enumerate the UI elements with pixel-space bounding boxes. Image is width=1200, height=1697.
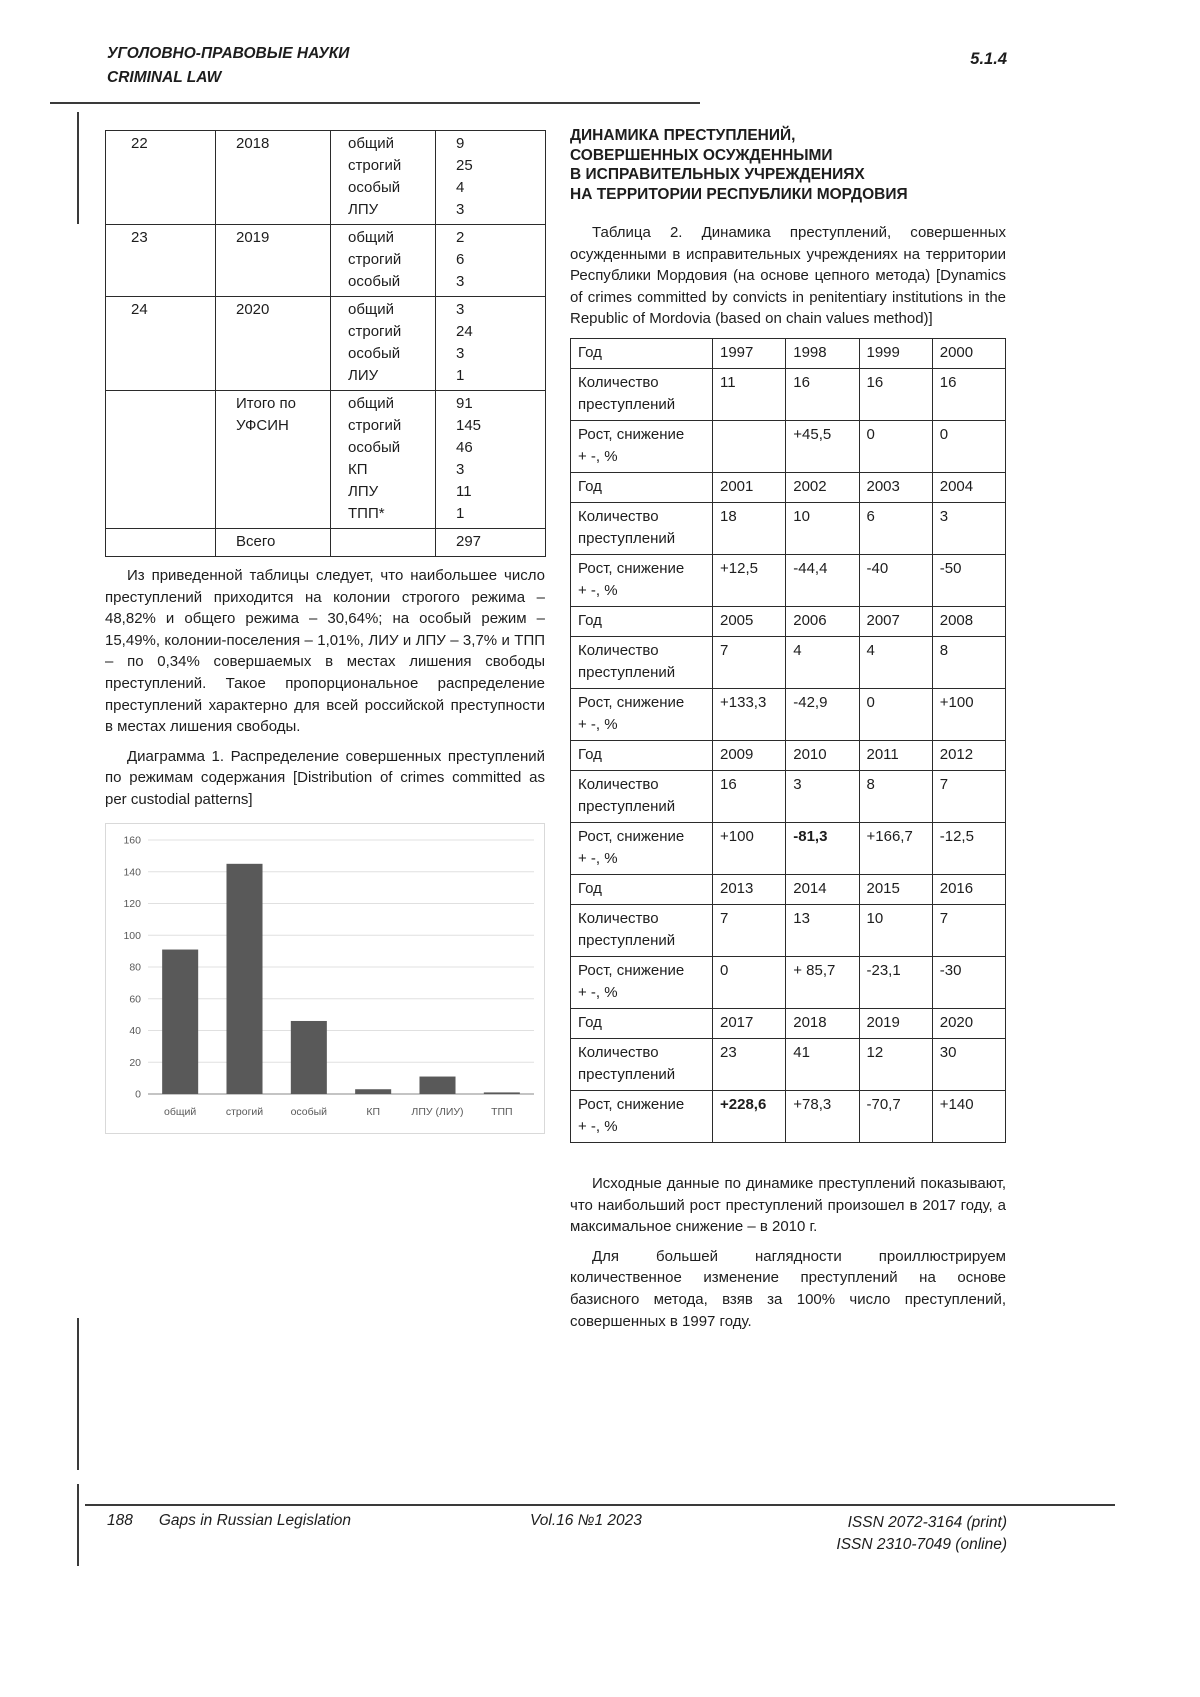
table2-cell: -12,5 [932,822,1005,874]
table2-cell: 2008 [932,606,1005,636]
table2-cell: 30 [932,1038,1005,1090]
table2-row-label: Количество преступлений [571,770,713,822]
table1-cell: 2020 [216,297,331,391]
closing-paragraph-1: Исходные данные по динамике преступлений показывают, что наибольший рост преступлений произошел в 2017 году, а максимальное снижение – в 2010 г. [570,1174,1006,1236]
bar-chart-svg [108,828,542,1126]
heading-line: НА ТЕРРИТОРИИ РЕСПУБЛИКИ МОРДОВИЯ [570,185,908,203]
table2-row-label: Рост, снижение + -, % [571,1090,713,1142]
table2-cell: +78,3 [786,1090,859,1142]
svg-text:20: 20 [129,1056,141,1069]
closing-paragraph-2: Для большей наглядности проиллюстрируем количественное изменение преступлений на основе базисного метода, взяв за 100% число преступлений, совершенных в 1997 году. [570,1247,1006,1330]
table2-cell: 7 [713,636,786,688]
table2-row-label: Количество преступлений [571,1038,713,1090]
table2-cell: 0 [713,956,786,1008]
table2-row [571,338,1006,368]
svg-text:ЛПУ (ЛИУ): ЛПУ (ЛИУ) [411,1105,464,1118]
table2-row-label: Год [571,472,713,502]
table2-row [571,554,1006,606]
table2-cell: 2004 [932,472,1005,502]
table2-cell: 4 [859,636,932,688]
classification-code: 5.1.4 [970,50,1007,68]
table2-row [571,688,1006,740]
table2-row-label: Количество преступлений [571,636,713,688]
journal-name: Gaps in Russian Legislation [158,1512,352,1529]
issn-online: ISSN 2310-7049 (online) [836,1536,1007,1553]
table1-cell: 297 [436,529,546,557]
heading-line: В ИСПРАВИТЕЛЬНЫХ УЧРЕЖДЕНИЯХ [570,166,865,183]
table2-cell: 2007 [859,606,932,636]
table2-cell: 0 [859,688,932,740]
table2-cell: 2001 [713,472,786,502]
table1-cell [106,529,216,557]
section-title-en: CRIMINAL LAW [107,69,222,86]
article-section-heading [570,126,1006,204]
table1-cell: 3 24 3 1 [436,297,546,391]
table1-cell: общий строгий особый ЛИУ [331,297,436,391]
table1-cell: 22 [106,131,216,225]
margin-rule [77,1318,79,1470]
footer-rule [85,1504,1115,1506]
table1-cell: 23 [106,225,216,297]
table2-row-label: Рост, снижение + -, % [571,554,713,606]
table2-cell: 0 [859,420,932,472]
table2-row [571,770,1006,822]
issn-print: ISSN 2072-3164 (print) [847,1514,1007,1531]
table2-row [571,1090,1006,1142]
table2-row [571,420,1006,472]
table2-row-label: Рост, снижение + -, % [571,688,713,740]
table2-row [571,472,1006,502]
right-column [570,126,1006,1332]
table2-caption: Таблица 2. Динамика преступлений, совершенных осужденными в исправительных учреждениях на территории Республики Мордовия (на основе цепного метода) [Dynamics of crimes committed by convicts in penitentiary institutions in the Republic of Mordovia (based on chain values method)] [570,224,1006,328]
table2-row [571,636,1006,688]
table2-cell: 2019 [859,1008,932,1038]
table1-row [106,131,546,225]
table2-cell: +228,6 [713,1090,786,1142]
table2-cell: 2010 [786,740,859,770]
table2-cell: 16 [859,368,932,420]
margin-rule [77,112,79,224]
table1-row [106,297,546,391]
table2-cell: +100 [932,688,1005,740]
svg-text:общий: общий [164,1105,197,1118]
table2-row [571,956,1006,1008]
footer-left [107,1512,351,1530]
page-header [107,42,349,90]
table2-cell: -81,3 [786,822,859,874]
table2-cell: +140 [932,1090,1005,1142]
page-number: 188 [107,1512,133,1529]
table1-cell: 91 145 46 3 11 1 [436,391,546,529]
table2-cell: +166,7 [859,822,932,874]
table2-cell: 1999 [859,338,932,368]
heading-line: ДИНАМИКА ПРЕСТУПЛЕНИЙ, [570,127,796,144]
svg-text:КП: КП [366,1105,381,1118]
table1-row [106,225,546,297]
table2-cell: +12,5 [713,554,786,606]
svg-text:0: 0 [135,1088,141,1101]
table1-row [106,391,546,529]
table2-row [571,1038,1006,1090]
table2-cell: 1998 [786,338,859,368]
table2-cell: 3 [786,770,859,822]
table2-cell: -42,9 [786,688,859,740]
footer-issn [836,1512,1007,1556]
table2-cell: 2003 [859,472,932,502]
table2-cell: 6 [859,502,932,554]
table2-cell: 16 [932,368,1005,420]
table2-cell: 2012 [932,740,1005,770]
table1-cell: общий строгий особый [331,225,436,297]
table1-cell: 2018 [216,131,331,225]
table2-row-label: Количество преступлений [571,502,713,554]
table1-cell: 9 25 4 3 [436,131,546,225]
section-title-ru: УГОЛОВНО-ПРАВОВЫЕ НАУКИ [107,45,350,62]
table2-cell [713,420,786,472]
table-crime-dynamics [570,338,1006,1143]
analysis-paragraph: Из приведенной таблицы следует, что наибольшее число преступлений приходится на колонии строгого режима – 48,82% и общего режима – 30,64%; на особый режим – 15,49%, колонии-поселения – 1,01%, ЛИУ и ЛПУ – 3,7% и ТПП – по 0,34% совершаемых в местах лишения свободы преступлений. Такое пропорциональное распределение преступлений характерно для всей российской преступности в местах лишения свободы. [105,567,545,736]
table2-cell: 8 [859,770,932,822]
table2-row [571,502,1006,554]
chart-caption: Диаграмма 1. Распределение совершенных преступлений по режимам содержания [Distribution of crimes committed as per custodial patterns] [105,747,545,808]
table2-cell: +100 [713,822,786,874]
table2-cell: -70,7 [859,1090,932,1142]
table1-cell: общий строгий особый ЛПУ [331,131,436,225]
table2-cell: 18 [713,502,786,554]
left-column [105,130,545,1134]
svg-text:140: 140 [123,865,141,878]
table2-row-label: Рост, снижение + -, % [571,822,713,874]
table2-cell: -50 [932,554,1005,606]
table2-cell: -40 [859,554,932,606]
table2-cell: 4 [786,636,859,688]
svg-text:60: 60 [129,992,141,1005]
table1-cell: 24 [106,297,216,391]
svg-text:особый: особый [290,1105,328,1118]
table2-row-label: Рост, снижение + -, % [571,420,713,472]
svg-text:120: 120 [123,897,141,910]
heading-line: СОВЕРШЕННЫХ ОСУЖДЕННЫМИ [570,146,833,164]
table2-row-label: Год [571,874,713,904]
svg-text:40: 40 [129,1024,141,1037]
table2-cell: 2017 [713,1008,786,1038]
table2-row-label: Количество преступлений [571,368,713,420]
svg-text:100: 100 [123,929,141,942]
table2-cell: +45,5 [786,420,859,472]
table1-cell [331,529,436,557]
table2-cell: 11 [713,368,786,420]
table2-cell: 2015 [859,874,932,904]
table-crimes-by-regime [105,130,546,557]
table2-row-label: Рост, снижение + -, % [571,956,713,1008]
table2-cell: 2009 [713,740,786,770]
table2-cell: 7 [932,904,1005,956]
table2-cell: 0 [932,420,1005,472]
table2-cell: + 85,7 [786,956,859,1008]
table1-cell: общий строгий особый КП ЛПУ ТПП* [331,391,436,529]
bar-chart [105,823,545,1134]
table2-cell: 1997 [713,338,786,368]
table2-cell: 13 [786,904,859,956]
table2-cell: 16 [786,368,859,420]
table2-cell: 12 [859,1038,932,1090]
table1-row [106,529,546,557]
table2-cell: 2000 [932,338,1005,368]
table2-cell: 2016 [932,874,1005,904]
header-rule [50,102,700,104]
svg-text:строгий: строгий [225,1105,264,1118]
volume-issue: Vol.16 №1 2023 [530,1512,642,1529]
table2-cell: 41 [786,1038,859,1090]
table2-row [571,874,1006,904]
table2-row-label: Количество преступлений [571,904,713,956]
margin-rule [77,1484,79,1566]
table2-cell: 10 [786,502,859,554]
table2-cell: 2013 [713,874,786,904]
table2-cell: +133,3 [713,688,786,740]
table2-cell: 7 [932,770,1005,822]
table2-cell: 23 [713,1038,786,1090]
table2-row [571,368,1006,420]
table2-row [571,822,1006,874]
table2-cell: -30 [932,956,1005,1008]
svg-text:ТПП: ТПП [491,1105,513,1118]
table2-row-label: Год [571,1008,713,1038]
table1-cell: Итого по УФСИН [216,391,331,529]
table2-cell: 10 [859,904,932,956]
table2-cell: 2020 [932,1008,1005,1038]
table2-cell: 16 [713,770,786,822]
table2-row-label: Год [571,606,713,636]
table2-cell: 2002 [786,472,859,502]
table2-cell: 7 [713,904,786,956]
table2-cell: 2011 [859,740,932,770]
svg-text:80: 80 [129,961,141,974]
table1-cell: 2019 [216,225,331,297]
table2-row-label: Год [571,338,713,368]
table2-cell: 2014 [786,874,859,904]
table1-cell [106,391,216,529]
table2-cell: -44,4 [786,554,859,606]
table1-cell: Всего [216,529,331,557]
table2-row [571,1008,1006,1038]
table2-cell: 8 [932,636,1005,688]
table2-row [571,740,1006,770]
table2-row [571,904,1006,956]
table2-cell: 3 [932,502,1005,554]
svg-text:160: 160 [123,834,141,847]
table2-row-label: Год [571,740,713,770]
table2-cell: 2018 [786,1008,859,1038]
table2-cell: -23,1 [859,956,932,1008]
table1-cell: 2 6 3 [436,225,546,297]
table2-cell: 2005 [713,606,786,636]
table2-cell: 2006 [786,606,859,636]
table2-row [571,606,1006,636]
